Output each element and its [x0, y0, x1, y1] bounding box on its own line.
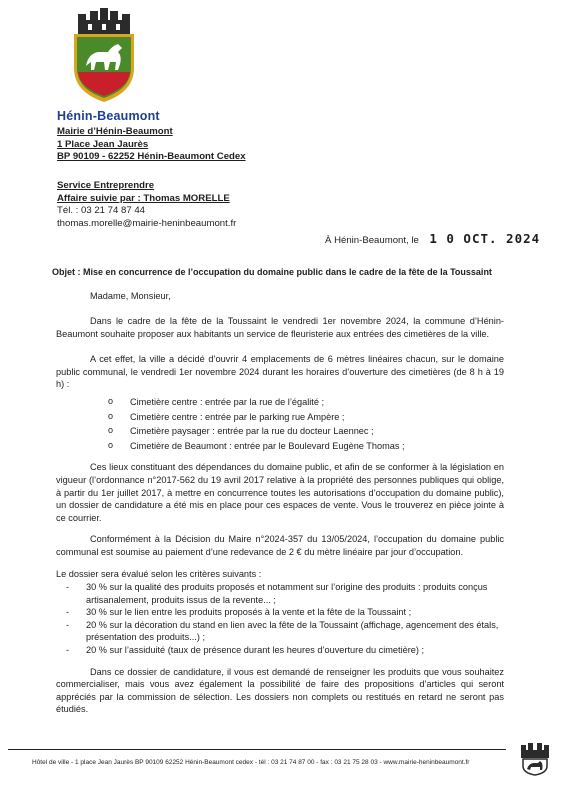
cemetery-list: [108, 396, 504, 452]
city-logo: [68, 8, 140, 108]
castle-icon: [518, 742, 552, 776]
email-address: thomas.morelle@mairie-heninbeaumont.fr: [57, 217, 237, 229]
footer-divider: [8, 749, 506, 750]
letter-body: [56, 315, 504, 716]
list-item: o Cimetière centre : entrée par le parking rue Ampère ;: [108, 411, 504, 424]
paragraph-1: Dans le cadre de la fête de la Toussaint le vendredi 1er novembre 2024, la commune d’Hénin-Beaumont souhaite proposer aux habitants un service de fleuristerie aux entrées des cimetières de la ville.: [56, 316, 504, 339]
place-date: [325, 230, 540, 248]
salutation: Madame, Monsieur,: [90, 291, 171, 301]
criteria-intro: Le dossier sera évalué selon les critères suivants :: [56, 568, 262, 579]
footer-logo: [518, 742, 552, 776]
paragraph-4: Conformément à la Décision du Maire n°2024-357 du 13/05/2024, l’occupation du domaine public communal est soumise au paiement d’une redevance de 2 € du mètre linéaire par jour d’occupation.: [56, 534, 504, 557]
objet-line: Objet : Mise en concurrence de l’occupation du domaine public dans le cadre de la fête de la Toussaint: [52, 267, 492, 277]
paragraph-5: Dans ce dossier de candidature, il vous est demandé de renseigner les produits que vous souhaitez commercialiser, mais vous avez également la possibilité de faire des propositions d’articles qui seront appréciés par la commission de sélection. Les dossiers non complets ou restitués en retard ne seront pas étudiés.: [56, 666, 504, 715]
paragraph-2: A cet effet, la ville a décidé d’ouvrir 4 emplacements de 6 mètres linéaires chacun, sur le domaine public communal, le vendredi 1er novembre 2024 durant les horaires d’ouverture des cimetières (de 8 h à 19 h) :: [56, 354, 504, 390]
sender-line: BP 90109 - 62252 Hénin-Beaumont Cedex: [57, 151, 246, 163]
criteria-list: [64, 581, 504, 657]
list-item: o Cimetière paysager : entrée par la rue du docteur Laennec ;: [108, 425, 504, 438]
sender-line: Mairie d’Hénin-Beaumont: [57, 126, 173, 137]
place-prefix: À Hénin-Beaumont, le: [325, 235, 419, 246]
city-coat-of-arms: [68, 8, 140, 108]
list-item: o Cimetière de Beaumont : entrée par le Boulevard Eugène Thomas ;: [108, 440, 504, 453]
date-stamp: 1 0 OCT. 2024: [429, 231, 541, 246]
sender-line: 1 Place Jean Jaurès: [57, 138, 149, 150]
list-item: - 20 % sur l’assiduité (taux de présence durant les heures d’ouverture du cimetière) ;: [64, 644, 504, 657]
list-item: o Cimetière centre : entrée par la rue de l’égalité ;: [108, 396, 504, 409]
service-block: [57, 180, 236, 230]
paragraph-3: Ces lieux constituant des dépendances du domaine public, et afin de se conformer à la législation en vigueur (l’ordonnance n°2017-562 du 19 avril 2017 relative à la propriété des personnes publiques qui oblige, à partir du 1er juillet 2017, à mettre en concurrence toutes les autorisations d’occupation du domaine public), un dossier de candidature a été mis en place pour ces espaces de vente. Vous le trouverez en pièce jointe à ce courrier.: [56, 462, 504, 523]
list-item: - 30 % sur la qualité des produits proposés et notamment sur l’origine des produits : produits conçus artisanalement, produits issus de la revente... ;: [64, 581, 504, 606]
footer-address: Hôtel de ville - 1 place Jean Jaurès BP 90109 62252 Hénin-Beaumont cedex - tél : 03 21 74 87 00 - fax : 03 21 75 28 03 - www.mairie-heninbeaumont.fr: [32, 759, 470, 766]
sender-block: [57, 126, 246, 164]
list-item: - 20 % sur la décoration du stand en lien avec la fête de la Toussaint (affichage, agencement des étals, présentation des produits...) ;: [64, 619, 504, 644]
list-item: - 30 % sur le lien entre les produits proposés à la vente et la fête de la Toussaint ;: [64, 606, 504, 619]
phone-number: Tél. : 03 21 74 87 44: [57, 205, 146, 217]
city-name: Hénin-Beaumont: [57, 109, 160, 123]
service-name: Service Entreprendre: [57, 180, 155, 191]
affaire-suivie: Affaire suivie par : Thomas MORELLE: [57, 192, 230, 204]
